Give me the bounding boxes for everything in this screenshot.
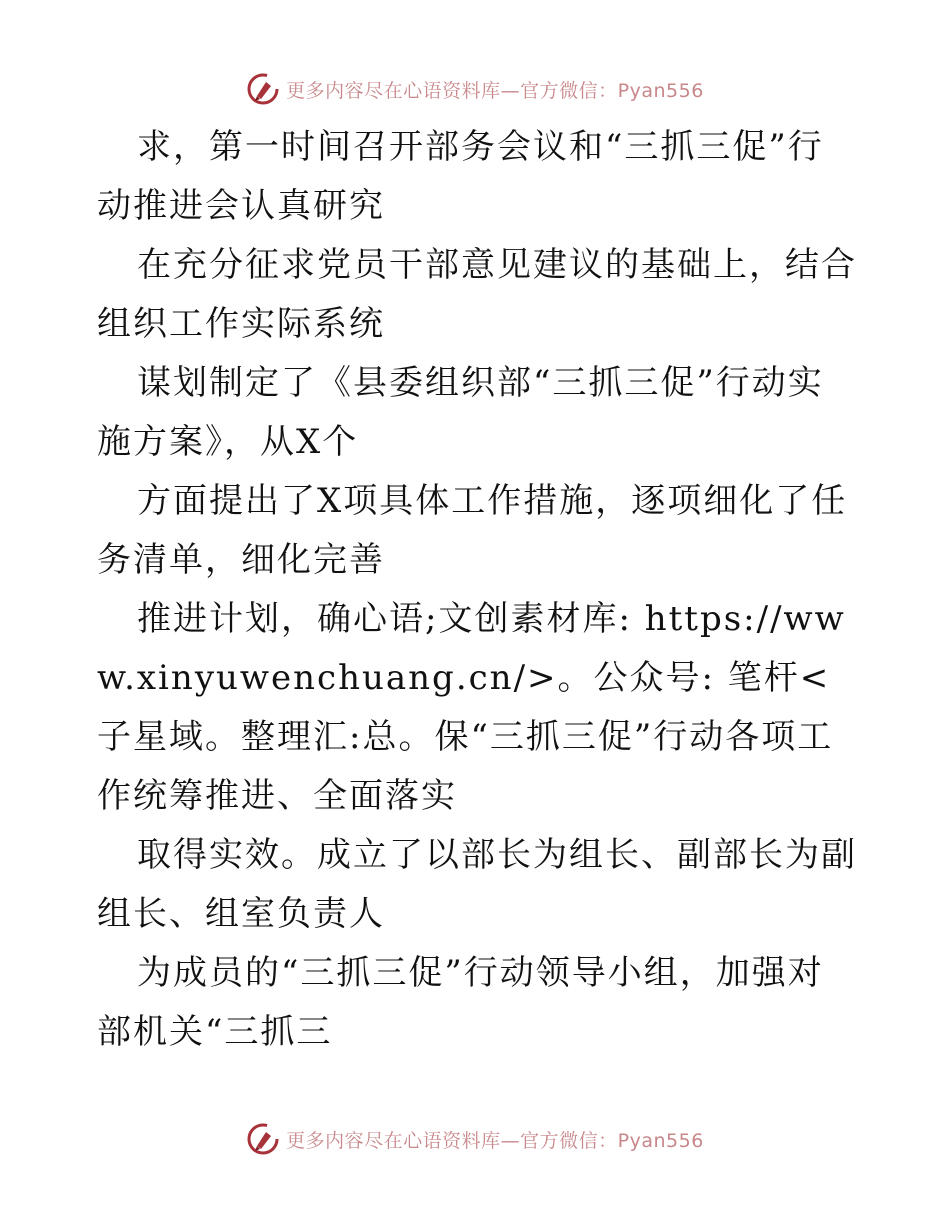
paragraph-1: 求，第一时间召开部务会议和“三抓三促”行动推进会认真研究 — [97, 127, 824, 226]
paragraph-6: 取得实效。成立了以部长为组长、副部长为副组长、组室负责人 — [97, 835, 857, 934]
paragraph-5: 推进计划，确心语;文创素材库: https://www.xinyuwenchuang.cn/>。公众号: 笔杆<子星域。整理汇:总。保“三抓三促”行动各项工作统筹推进、全面落实 — [97, 599, 846, 816]
footer-banner-text: 更多内容尽在心语资料库—官方微信：Pyan556 — [286, 1129, 704, 1152]
document-body — [97, 118, 857, 1062]
paragraph-3: 谋划制定了《县委组织部“三抓三促”行动实施方案》，从X个 — [97, 363, 824, 462]
paragraph-4: 方面提出了X项具体工作措施，逐项细化了任务清单，细化完善 — [97, 481, 848, 580]
header-banner — [0, 72, 950, 106]
paragraph-2: 在充分征求党员干部意见建议的基础上，结合组织工作实际系统 — [97, 245, 857, 344]
pen-nib-logo-icon — [246, 1122, 280, 1156]
footer-banner — [0, 1122, 950, 1156]
paragraph-7: 为成员的“三抓三促”行动领导小组，加强对部机关“三抓三 — [97, 953, 824, 1052]
header-banner-text: 更多内容尽在心语资料库—官方微信：Pyan556 — [286, 79, 704, 102]
pen-nib-logo-icon — [246, 72, 280, 106]
